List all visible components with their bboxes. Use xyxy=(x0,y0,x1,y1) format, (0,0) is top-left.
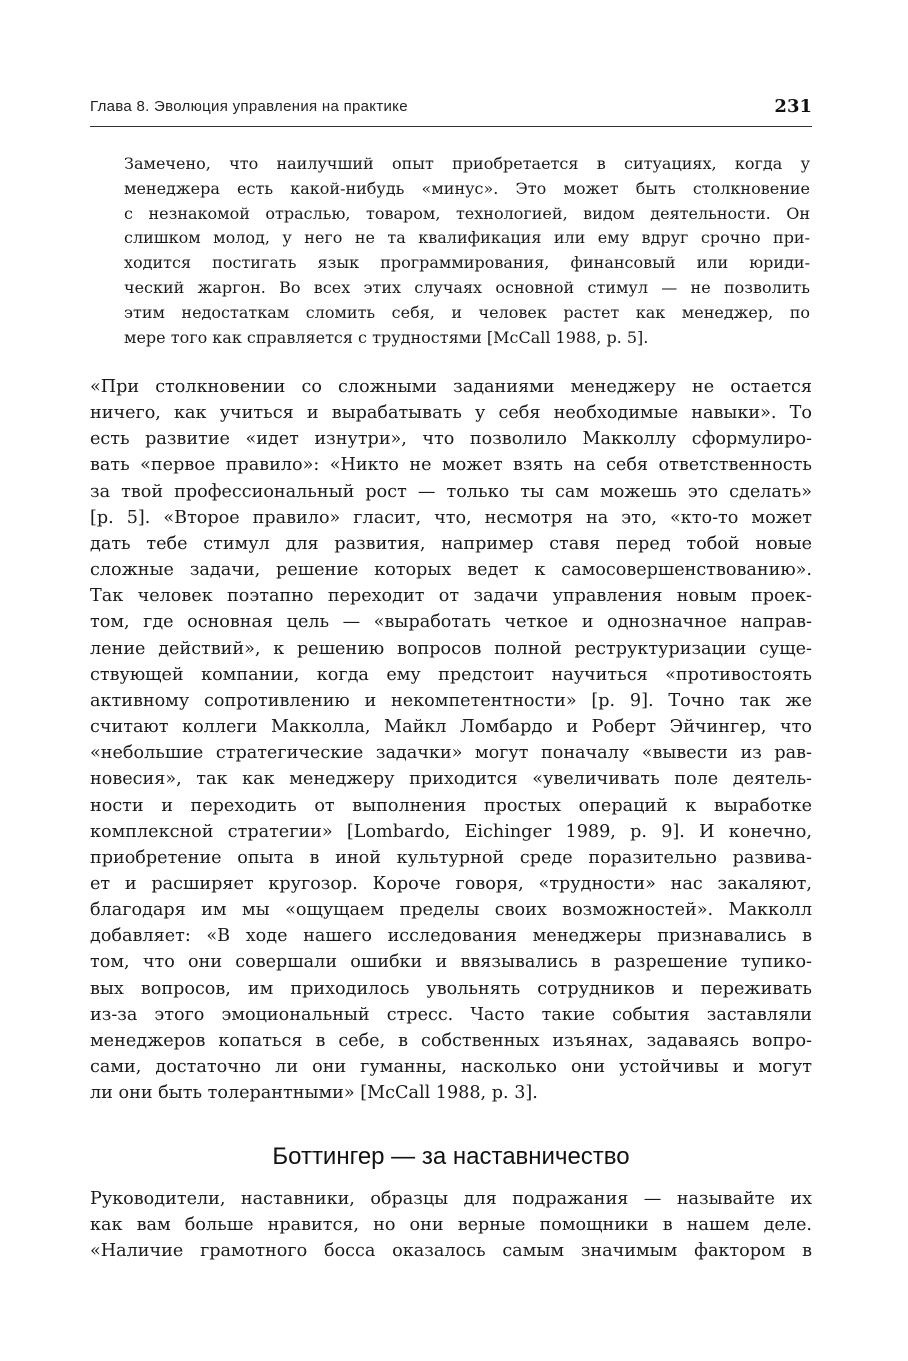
running-title: Глава 8. Эволюция управления на практике xyxy=(90,98,408,115)
paragraph-line: считают коллеги Макколла, Майкл Ломбардо и Роберт Эйчингер, что xyxy=(90,717,812,738)
quote-line: менеджера есть какой-нибудь «минус». Это может быть столкновение xyxy=(124,178,810,198)
paragraph-line: ли они быть толерантными» [McCall 1988, p. 3]. xyxy=(90,1083,538,1104)
quote-line: с незнакомой отраслью, товаром, технологией, видом деятельности. Он xyxy=(124,203,810,223)
block-quote xyxy=(124,152,810,350)
paragraph-line: «При столкновении со сложными заданиями менеджеру не остается xyxy=(90,377,812,397)
paragraph-line: как вам больше нравится, но они верные помощники в нашем деле. xyxy=(90,1215,812,1236)
paragraph-line: «Наличие грамотного босса оказалось самым значимым фактором в xyxy=(90,1241,812,1262)
paragraph-line: вых вопросов, им приходилось увольнять сотрудников и переживать xyxy=(90,978,812,999)
paragraph-line: Руководители, наставники, образцы для подражания — называйте их xyxy=(90,1189,812,1209)
quote-line: Замечено, что наилучший опыт приобретается в ситуациях, когда у xyxy=(124,154,810,173)
section-heading: Боттингер — за наставничество xyxy=(272,1143,630,1170)
paragraph-line: новесия», так как менеджеру приходится «увеличивать поле деятель- xyxy=(90,769,812,790)
paragraph-line: сложные задачи, решение которых ведет к самосовершенствованию». xyxy=(90,560,812,581)
body-paragraph xyxy=(90,374,812,1106)
paragraph-line: дать тебе стимул для развития, например ставя перед тобой новые xyxy=(90,533,812,554)
running-head xyxy=(90,96,812,122)
paragraph-line: ности и переходить от выполнения простых операций к выработке xyxy=(90,795,812,816)
quote-line: ходится постигать язык программирования, финансовый или юриди- xyxy=(124,253,810,273)
paragraph-line: том, где основная цель — «выработать четкое и однозначное направ- xyxy=(90,612,812,633)
paragraph-line: благодаря им мы «ощущаем пределы своих возможностей». Макколл xyxy=(90,900,812,921)
page-number: 231 xyxy=(774,96,812,117)
paragraph-line: из-за этого эмоциональный стресс. Часто такие события заставляли xyxy=(90,1004,812,1025)
paragraph-line: том, что они совершали ошибки и ввязывались в разрешение тупико- xyxy=(90,952,812,973)
paragraph-line: сами, достаточно ли они гуманны, насколько они устойчивы и могут xyxy=(90,1057,812,1078)
paragraph-line: за твой профессиональный рост — только ты сам можешь это сделать» xyxy=(90,481,812,502)
paragraph-line: добавляет: «В ходе нашего исследования менеджеры признавались в xyxy=(90,926,812,947)
paragraph-line: ничего, как учиться и вырабатывать у себя необходимые навыки». То xyxy=(90,403,812,424)
paragraph-line: вать «первое правило»: «Никто не может взять на себя ответственность xyxy=(90,455,812,476)
paragraph-line: активному сопротивлению и некомпетентности» [p. 9]. Точно так же xyxy=(90,690,812,711)
paragraph-line: [p. 5]. «Второе правило» гласит, что, несмотря на это, «кто-то может xyxy=(90,507,812,528)
quote-line: слишком молод, у него не та квалификация или ему вдруг срочно при- xyxy=(124,228,810,248)
quote-line: этим недостаткам сломить себя, и человек растет как менеджер, по xyxy=(124,302,810,322)
paragraph-line: ствующей компании, когда ему предстоит научиться «противостоять xyxy=(90,664,812,685)
paragraph-line: приобретение опыта в иной культурной среде поразительно развива- xyxy=(90,847,812,868)
quote-line: мере того как справляется с трудностями [McCall 1988, p. 5]. xyxy=(124,327,649,347)
body-paragraph xyxy=(90,1186,812,1265)
header-rule xyxy=(90,126,812,127)
paragraph-line: есть развитие «идет изнутри», что позволило Макколлу сформулиро- xyxy=(90,429,812,450)
paragraph-line: Так человек поэтапно переходит от задачи управления новым проек- xyxy=(90,586,812,607)
paragraph-line: ление действий», к решению вопросов полной реструктуризации суще- xyxy=(90,638,812,659)
quote-line: ческий жаргон. Во всех этих случаях основной стимул — не позволить xyxy=(124,277,810,297)
paragraph-line: «небольшие стратегические задачки» могут поначалу «вывести из рав- xyxy=(90,743,812,764)
paragraph-line: комплексной стратегии» [Lombardo, Eichinger 1989, p. 9]. И конечно, xyxy=(90,821,812,842)
paragraph-line: менеджеров копаться в себе, в собственных изъянах, задаваясь вопро- xyxy=(90,1030,812,1051)
paragraph-line: ет и расширяет кругозор. Короче говоря, «трудности» нас закаляют, xyxy=(90,873,812,894)
